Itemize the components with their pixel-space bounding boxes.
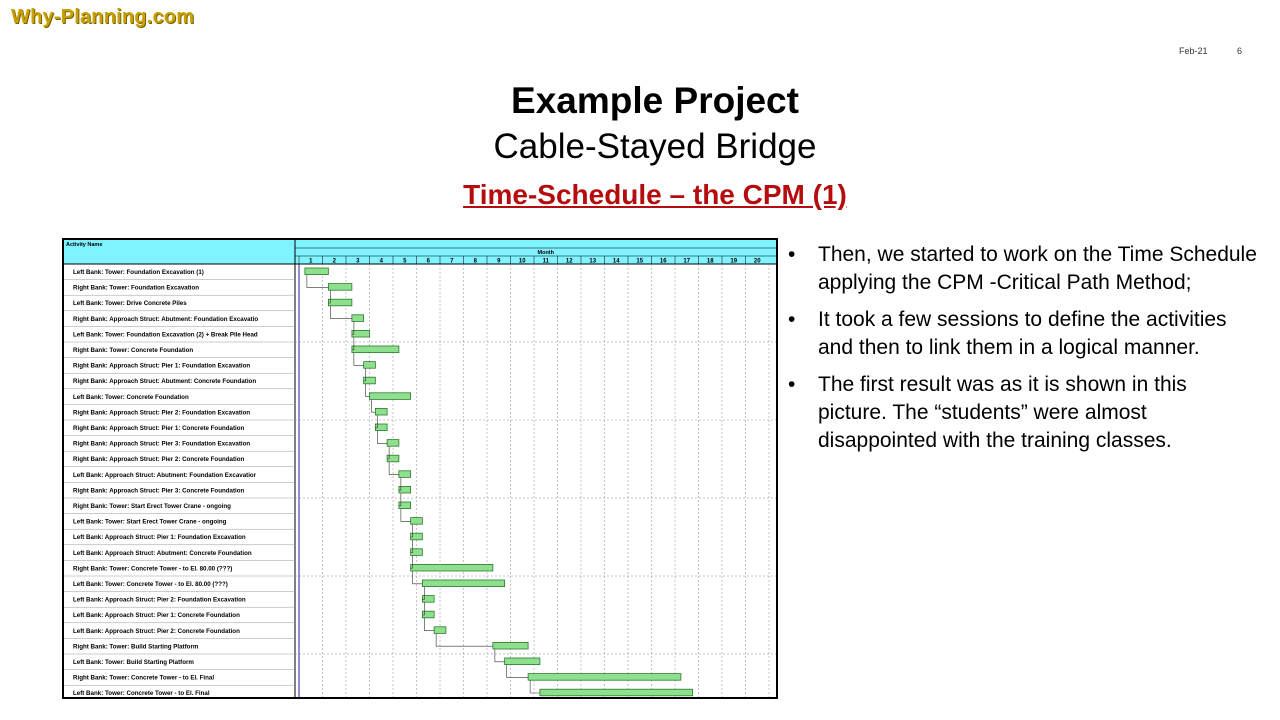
- month-label: 20: [753, 258, 761, 265]
- activity-name: Right Bank: Approach Struct: Pier 1: Concrete Foundation: [73, 425, 245, 432]
- activity-bar: [399, 471, 411, 478]
- month-label: 16: [659, 258, 667, 265]
- activity-name: Right Bank: Tower: Foundation Excavation: [73, 284, 200, 292]
- activity-name: Left Bank: Tower: Build Starting Platform: [73, 659, 194, 666]
- activity-name: Left Bank: Approach Struct: Pier 1: Foundation Excavation: [73, 534, 246, 542]
- activity-name: Left Bank: Approach Struct: Abutment: Concrete Foundation: [73, 549, 252, 557]
- dependency-link: [413, 571, 423, 584]
- dependency-link: [507, 665, 529, 678]
- month-label: 18: [706, 258, 714, 265]
- activity-name: Right Bank: Tower: Concrete Foundation: [73, 347, 194, 354]
- activity-name: Right Bank: Approach Struct: Abutment: Foundation Excavatio: [73, 315, 259, 323]
- activity-name: Right Bank: Approach Struct: Pier 3: Concrete Foundation: [73, 487, 245, 495]
- month-label: 6: [426, 258, 430, 265]
- activity-bar: [505, 658, 540, 665]
- activity-bar: [305, 268, 329, 275]
- gantt-header: [64, 240, 776, 264]
- activity-name: Right Bank: Approach Struct: Pier 2: Concrete Foundation: [73, 456, 245, 464]
- bullet-item: [788, 371, 1258, 455]
- activity-name: Left Bank: Tower: Drive Concrete Piles: [73, 300, 187, 308]
- activity-bar: [375, 408, 387, 415]
- activity-bar: [328, 299, 352, 306]
- month-label: 4: [379, 258, 383, 265]
- dependency-link: [389, 462, 399, 475]
- month-label: 3: [356, 258, 360, 265]
- activity-bar: [387, 440, 399, 447]
- dependency-link: [530, 680, 540, 693]
- activity-name: Left Bank: Approach Struct: Pier 2: Foundation Excavation: [73, 596, 246, 604]
- month-label: 11: [542, 258, 549, 265]
- activity-name: Right Bank: Approach Struct: Pier 3: Foundation Excavation: [73, 440, 251, 448]
- activity-name: Left Bank: Tower: Foundation Excavation (2) + Break Pile Head: [73, 331, 258, 339]
- month-label: 12: [565, 258, 573, 265]
- month-label: 13: [589, 258, 597, 265]
- activity-name: Left Bank: Tower: Concrete Foundation: [73, 393, 189, 401]
- month-label: 17: [683, 258, 691, 265]
- activity-name: Right Bank: Tower: Start Erect Tower Crane - ongoing: [73, 503, 231, 510]
- slide-title: Example Project: [511, 80, 799, 121]
- dependency-link: [372, 400, 376, 413]
- activity-bar: [422, 580, 504, 587]
- activity-bar: [411, 564, 493, 571]
- bullet-text: The first result was as it is shown in this picture. The “students” were almost disappointed with the training classes.: [818, 373, 1187, 452]
- activity-bar: [370, 393, 411, 400]
- bullet-text: It took a few sessions to define the activities and then to link them in a logical manner.: [818, 308, 1227, 359]
- slide-date: Feb-21: [1179, 46, 1208, 56]
- gantt-canvas: [64, 240, 776, 697]
- activity-bar: [528, 674, 681, 681]
- activity-bar: [493, 642, 528, 649]
- activity-name: Left Bank: Approach Struct: Pier 2: Concrete Foundation: [73, 627, 240, 635]
- bullet-item: [788, 306, 1258, 362]
- brand-logo: Why-Planning.com: [11, 6, 195, 28]
- bullet-dot-icon: •: [788, 373, 796, 396]
- activity-name: Right Bank: Tower: Concrete Tower - to El. 80.00 (???): [73, 565, 233, 573]
- activity-name: Left Bank: Tower: Concrete Tower - to El. Final: [73, 690, 210, 697]
- month-label: 7: [450, 258, 454, 265]
- slide-subtitle: Cable-Stayed Bridge: [493, 127, 817, 166]
- bullet-dot-icon: •: [788, 308, 796, 331]
- activity-bar: [352, 330, 370, 337]
- bullet-text: Then, we started to work on the Time Schedule applying the CPM -Critical Path Method;: [818, 243, 1257, 294]
- activity-name: Right Bank: Tower: Concrete Tower - to El. Final: [73, 674, 215, 682]
- dependency-link: [401, 509, 411, 522]
- section-title: Time-Schedule – the CPM (1): [463, 179, 847, 210]
- activity-name-header: Activity Name: [66, 242, 103, 248]
- month-label: 1: [309, 258, 313, 265]
- dependency-link: [495, 649, 505, 662]
- activity-name: Left Bank: Tower: Concrete Tower - to El. 80.00 (???): [73, 581, 228, 588]
- activity-bar: [328, 284, 352, 291]
- month-label: 2: [332, 258, 336, 265]
- month-label: 9: [497, 258, 501, 265]
- dependency-link: [307, 275, 329, 288]
- activity-name: Left Bank: Tower: Start Erect Tower Crane - ongoing: [73, 518, 227, 526]
- activity-name: Right Bank: Approach Struct: Abutment: Concrete Foundation: [73, 378, 257, 386]
- dependency-link: [436, 634, 493, 647]
- slide-number: 6: [1237, 46, 1243, 56]
- bullet-dot-icon: •: [788, 243, 796, 266]
- activity-bar: [540, 689, 693, 696]
- month-label: 15: [636, 258, 644, 265]
- month-label: 10: [518, 258, 526, 265]
- dependency-link: [366, 384, 370, 397]
- activity-bar: [411, 518, 423, 525]
- activity-name: Right Bank: Approach Struct: Pier 1: Foundation Excavation: [73, 362, 251, 370]
- month-label: 19: [730, 258, 738, 265]
- month-label: 14: [612, 258, 620, 265]
- dependency-link: [377, 431, 387, 444]
- month-label: 5: [403, 258, 407, 265]
- activity-bar: [364, 362, 376, 369]
- dependency-link: [424, 618, 434, 631]
- activity-name: Right Bank: Tower: Build Starting Platform: [73, 643, 199, 651]
- activity-name: Left Bank: Approach Struct: Pier 1: Concrete Foundation: [73, 612, 240, 620]
- activity-bar: [434, 627, 446, 634]
- month-label: 8: [473, 258, 477, 265]
- gantt-chart: [62, 238, 778, 699]
- activity-name: Left Bank: Approach Struct: Abutment: Foundation Excavatior: [73, 471, 257, 479]
- bullet-list: [788, 241, 1258, 464]
- bullet-item: [788, 241, 1258, 297]
- dependency-link: [354, 353, 364, 366]
- activity-name: Right Bank: Approach Struct: Pier 2: Foundation Excavation: [73, 409, 251, 417]
- activity-bar: [352, 315, 364, 322]
- activity-bar: [352, 346, 399, 353]
- timescale-label: Month: [537, 250, 554, 256]
- dependency-link: [330, 306, 352, 319]
- activity-name: Left Bank: Tower: Foundation Excavation (1): [73, 269, 204, 276]
